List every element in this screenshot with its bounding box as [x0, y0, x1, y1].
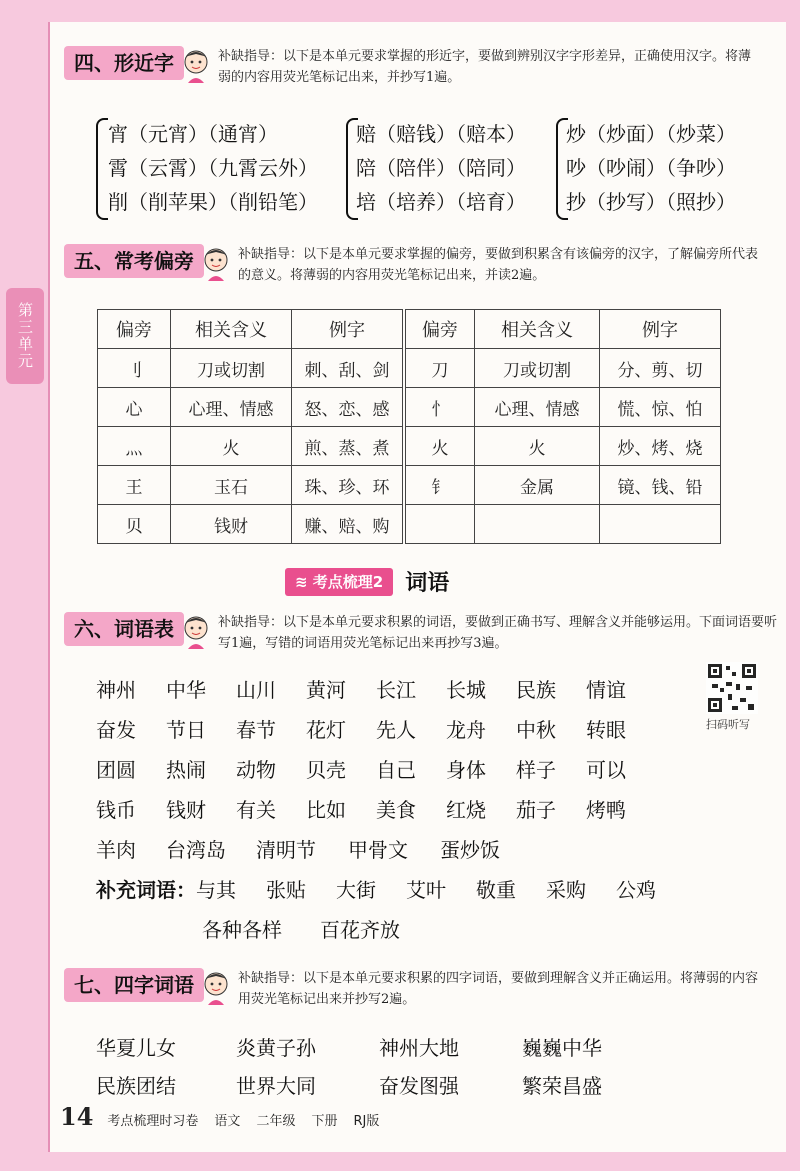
supplement-row-2 [202, 914, 420, 943]
similar-char-item: 霄（云霄）（九霄云外） [108, 156, 318, 180]
idiom-item: 炎黄子孙 [236, 1036, 316, 1060]
brace [96, 118, 108, 220]
word-item: 大街 [336, 878, 376, 902]
word-item: 黄河 [306, 678, 346, 702]
table-cell: 慌、惊、怕 [600, 388, 721, 427]
section-5-header [64, 244, 758, 286]
word-item: 贝壳 [306, 758, 346, 782]
word-item: 团圆 [96, 758, 136, 782]
table-cell: 煎、蒸、煮 [292, 427, 403, 466]
idiom-item: 巍巍中华 [522, 1036, 602, 1060]
table-cell: 金属 [475, 466, 600, 505]
supplement-row [96, 874, 676, 903]
word-item: 热闹 [166, 758, 206, 782]
idiom-row [96, 1070, 632, 1099]
idiom-item: 民族团结 [96, 1074, 176, 1098]
word-row [96, 834, 532, 863]
word-item: 自己 [376, 758, 416, 782]
radical-table-left [97, 309, 403, 544]
word-item: 中华 [166, 678, 206, 702]
section-4-note: 补缺指导：以下是本单元要求掌握的形近字，要做到辨别汉字字形差异，正确使用汉字。将薄弱的内容用荧光笔标记出来，并抄写1遍。 [218, 49, 752, 85]
table-cell: 怒、恋、感 [292, 388, 403, 427]
word-item: 转眼 [586, 718, 626, 742]
page-footer [60, 1102, 395, 1131]
word-item: 身体 [446, 758, 486, 782]
word-item: 长城 [446, 678, 486, 702]
word-row [96, 674, 656, 703]
word-item: 节日 [166, 718, 206, 742]
word-item: 与其 [196, 878, 236, 902]
word-item: 台湾岛 [166, 838, 226, 862]
section-4-title: 四、形近字 [64, 46, 184, 80]
table-cell: 灬 [98, 427, 171, 466]
table-cell: 刀或切割 [171, 349, 292, 388]
edition: RJ版 [353, 1114, 380, 1129]
table-cell: 刺、刮、剑 [292, 349, 403, 388]
word-item: 奋发 [96, 718, 136, 742]
qr-code-icon [706, 662, 758, 714]
word-item: 各种各样 [202, 918, 282, 942]
similar-char-item: 抄（抄写）（照抄） [566, 190, 736, 214]
table-cell: 赚、赔、购 [292, 505, 403, 544]
table-cell: 玉石 [171, 466, 292, 505]
radical-table-right [405, 309, 721, 544]
word-item: 先人 [376, 718, 416, 742]
word-item: 红烧 [446, 798, 486, 822]
table-cell: 心 [98, 388, 171, 427]
table-cell: 刀或切割 [475, 349, 600, 388]
section-5-note: 补缺指导：以下是本单元要求掌握的偏旁，要做到积累含有该偏旁的汉字，了解偏旁所代表的意义。将薄弱的内容用荧光笔标记出来，并读2遍。 [238, 247, 759, 283]
similar-char-item: 培（培养）（培育） [356, 190, 526, 214]
section-7-title: 七、四字词语 [64, 968, 204, 1002]
table-cell: 刂 [98, 349, 171, 388]
word-item: 采购 [546, 878, 586, 902]
section-6-title: 六、词语表 [64, 612, 184, 646]
word-item: 民族 [516, 678, 556, 702]
table-header: 例字 [600, 310, 721, 349]
page-number: 14 [60, 1102, 94, 1131]
student-avatar-icon [180, 46, 212, 84]
word-item: 春节 [236, 718, 276, 742]
word-item: 茄子 [516, 798, 556, 822]
idiom-item: 奋发图强 [379, 1074, 459, 1098]
word-item: 比如 [306, 798, 346, 822]
section-6-header [64, 612, 778, 654]
banner-label: ≋ 考点梳理2 [285, 568, 393, 596]
word-item: 中秋 [516, 718, 556, 742]
table-cell: 火 [475, 427, 600, 466]
word-item: 烤鸭 [586, 798, 626, 822]
word-item: 美食 [376, 798, 416, 822]
idiom-row [96, 1032, 632, 1061]
idiom-item: 华夏儿女 [96, 1036, 176, 1060]
idiom-item: 神州大地 [379, 1036, 459, 1060]
student-avatar-icon [180, 612, 212, 650]
table-header: 相关含义 [171, 310, 292, 349]
term: 下册 [311, 1114, 338, 1129]
word-item: 情谊 [586, 678, 626, 702]
word-item: 公鸡 [616, 878, 656, 902]
word-item: 钱财 [166, 798, 206, 822]
word-item: 神州 [96, 678, 136, 702]
banner-text: 考点梳理2 [312, 572, 384, 591]
book-title: 考点梳理时习卷 [107, 1114, 199, 1129]
table-cell: 刀 [406, 349, 475, 388]
table-cell: 心理、情感 [475, 388, 600, 427]
word-item: 张贴 [266, 878, 306, 902]
similar-char-item: 赔（赔钱）（赔本） [356, 122, 526, 146]
table-header: 偏旁 [406, 310, 475, 349]
table-cell: 分、剪、切 [600, 349, 721, 388]
section-4-header [64, 46, 758, 88]
word-item: 蛋炒饭 [440, 838, 500, 862]
word-item: 敬重 [476, 878, 516, 902]
word-item: 甲骨文 [348, 838, 408, 862]
grade: 二年级 [256, 1114, 296, 1129]
section-5-title: 五、常考偏旁 [64, 244, 204, 278]
similar-char-item: 削（削苹果）（削铅笔） [108, 190, 318, 214]
table-cell [475, 505, 600, 544]
similar-char-item: 吵（吵闹）（争吵） [566, 156, 736, 180]
table-cell: 贝 [98, 505, 171, 544]
section-6-note: 补缺指导：以下是本单元要求积累的词语，要做到正确书写、理解含义并能够运用。下面词语要听写1遍，写错的词语用荧光笔标记出来再抄写3遍。 [218, 615, 778, 651]
word-row [96, 794, 656, 823]
word-item: 山川 [236, 678, 276, 702]
idiom-item: 繁荣昌盛 [522, 1074, 602, 1098]
section-7-header [64, 968, 768, 1010]
table-cell [406, 505, 475, 544]
similar-char-item: 宵（元宵）（通宵） [108, 122, 278, 146]
supplement-label: 补充词语： [96, 878, 196, 902]
banner-title: 词语 [405, 571, 450, 596]
similar-char-item: 陪（陪伴）（陪同） [356, 156, 526, 180]
word-row [96, 754, 656, 783]
table-cell: 心理、情感 [171, 388, 292, 427]
subject: 语文 [214, 1114, 241, 1129]
student-avatar-icon [200, 968, 232, 1006]
section-7-note: 补缺指导：以下是本单元要求积累的四字词语，要做到理解含义并正确运用。将薄弱的内容用荧光笔标记出来并抄写2遍。 [238, 971, 759, 1007]
student-avatar-icon [200, 244, 232, 282]
table-cell: 钅 [406, 466, 475, 505]
table-header: 例字 [292, 310, 403, 349]
word-item: 清明节 [256, 838, 316, 862]
qr-code[interactable] [706, 662, 758, 714]
word-item: 钱币 [96, 798, 136, 822]
word-row [96, 714, 656, 743]
table-cell [600, 505, 721, 544]
qr-caption: 扫码听写 [706, 718, 750, 731]
word-item: 龙舟 [446, 718, 486, 742]
word-item: 动物 [236, 758, 276, 782]
similar-char-item: 炒（炒面）（炒菜） [566, 122, 736, 146]
unit-side-tab: 第三单元 [6, 288, 44, 384]
section-banner [285, 566, 449, 597]
word-item: 有关 [236, 798, 276, 822]
table-cell: 镜、钱、铅 [600, 466, 721, 505]
word-item: 长江 [376, 678, 416, 702]
table-cell: 火 [171, 427, 292, 466]
table-cell: 钱财 [171, 505, 292, 544]
table-cell: 珠、珍、环 [292, 466, 403, 505]
word-item: 样子 [516, 758, 556, 782]
word-item: 花灯 [306, 718, 346, 742]
table-header: 偏旁 [98, 310, 171, 349]
table-cell: 炒、烤、烧 [600, 427, 721, 466]
word-item: 羊肉 [96, 838, 136, 862]
table-cell: 火 [406, 427, 475, 466]
word-item: 百花齐放 [320, 918, 400, 942]
table-cell: 王 [98, 466, 171, 505]
word-item: 艾叶 [406, 878, 446, 902]
word-item: 可以 [586, 758, 626, 782]
idiom-item: 世界大同 [236, 1074, 316, 1098]
table-header: 相关含义 [475, 310, 600, 349]
table-cell: 忄 [406, 388, 475, 427]
